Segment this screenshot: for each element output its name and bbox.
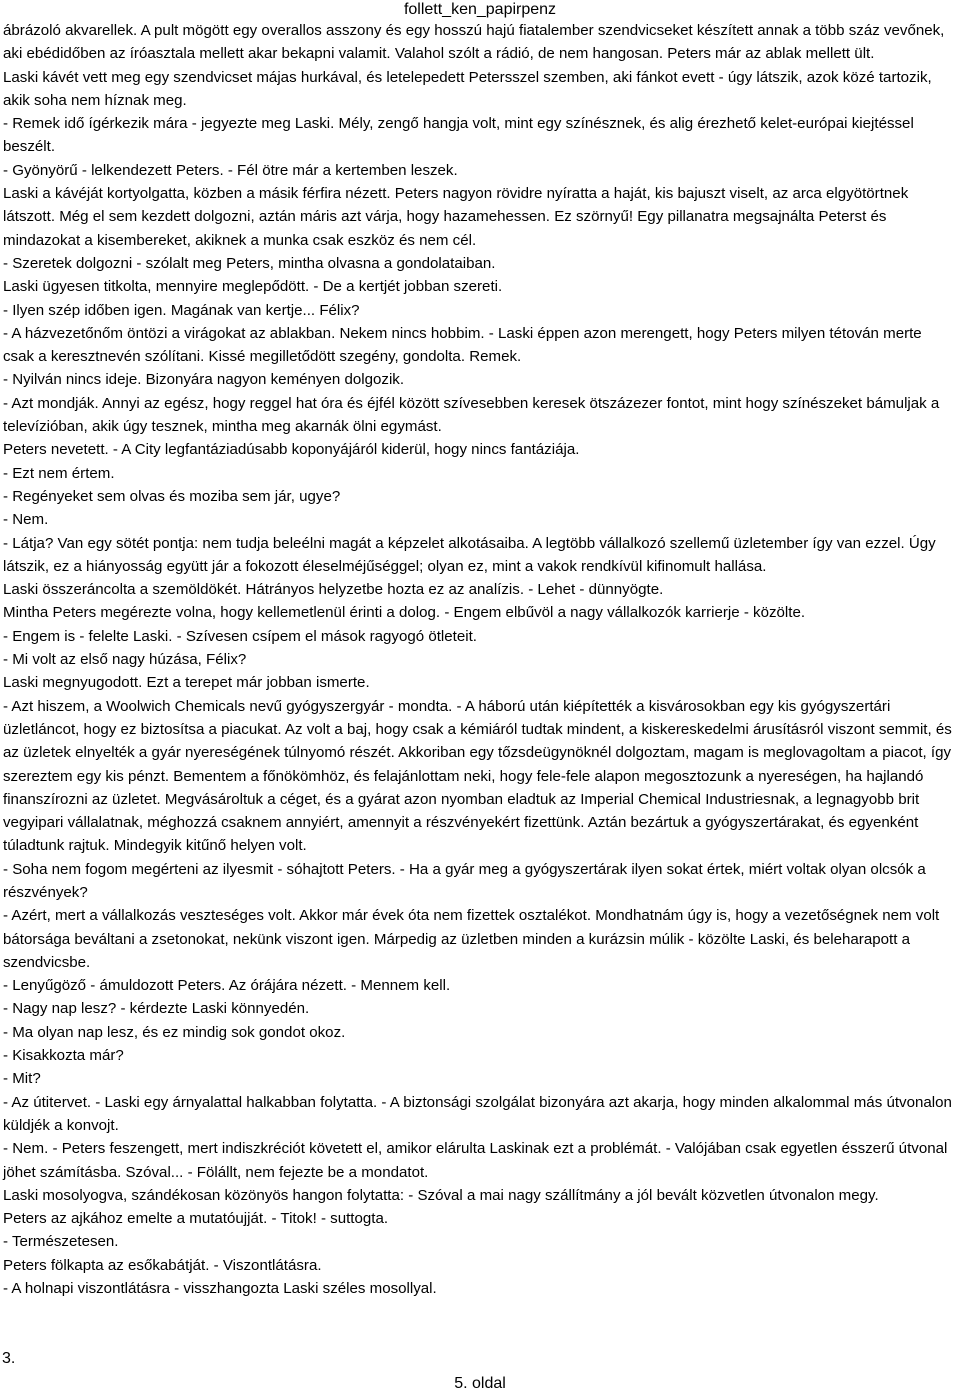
paragraph: - Azért, mert a vállalkozás veszteséges volt. Akkor már évek óta nem fizettek osztalékot. Mondhatnám úgy is, hogy a vezetőségnek nem volt bátorsága beváltani a zsetonokat, nekünk viszont igen. Márpedig az üzletben minden a kurázsin múlik - közölte Laski, és beleharapott a szendvicsbe.	[3, 907, 940, 971]
paragraph: Laski a kávéját kortyolgatta, közben a másik férfira nézett. Peters nagyon rövidre nyíratta a haját, kis bajuszt viselt, az arca elgyötörtnek látszott. Még el sem kezdett dolgozni, aztán máris azt várja, hogy hazamehessen. Ez szörnyű! Egy pillanatra megsajnálta Peterst és mindazokat a kisembereket, akiknek a munka csak eszköz és nem cél.	[3, 185, 909, 249]
paragraph: - Mi volt az első nagy húzása, Félix?	[3, 651, 247, 669]
paragraph: Peters fölkapta az esőkabátját. - Viszontlátásra.	[3, 1256, 322, 1274]
paragraph: Laski ügyesen titkolta, mennyire meglepődött. - De a kertjét jobban szereti.	[3, 278, 503, 296]
paragraph: - Természetesen.	[3, 1233, 119, 1251]
paragraph: Laski kávét vett meg egy szendvicset májas hurkával, és letelepedett Petersszel szemben, aki fánkot evett - úgy látszik, azok közé tartozik, akik soha nem híznak meg.	[3, 68, 932, 109]
paragraph: Mintha Peters megérezte volna, hogy kellemetlenül érinti a dolog. - Engem elbűvöl a nagy vállalkozók karrierje - közölte.	[3, 604, 806, 622]
paragraph: - Nem. - Peters feszengett, mert indiszkréciót követett el, amikor elárulta Laskinak ezt a problémát. - Valójában csak egyetlen ésszerű útvonal jöhet számításba. Szóval... - Fölállt, nem fejezte be a mondatot.	[3, 1140, 948, 1181]
paragraph: - A holnapi viszontlátásra - visszhangozta Laski széles mosollyal.	[3, 1280, 437, 1298]
paragraph: - Ezt nem értem.	[3, 464, 115, 482]
page-number: 5. oldal	[454, 1375, 506, 1392]
paragraph: - Regényeket sem olvas és moziba sem jár, ugye?	[3, 487, 341, 505]
paragraph: Laski mosolyogva, szándékosan közönyös hangon folytatta: - Szóval a mai nagy szállítmány a jól bevált közvetlen útvonalon megy.	[3, 1186, 879, 1204]
paragraph: - Kisakkozta már?	[3, 1047, 124, 1065]
paragraph: - Ilyen szép időben igen. Magának van kertje... Félix?	[3, 301, 360, 319]
paragraph: - Remek idő ígérkezik mára - jegyezte meg Laski. Mély, zengő hangja volt, mint egy színésznek, és alig érezhető kelet-európai kiejtéssel beszélt.	[3, 115, 914, 156]
paragraph: - Az útitervet. - Laski egy árnyalattal halkabban folytatta. - A biztonsági szolgálat bizonyára azt akarja, hogy minden alkalommal más útvonalon küldjék a konvojt.	[3, 1093, 952, 1134]
paragraph: - Nyilván nincs ideje. Bizonyára nagyon keményen dolgozik.	[3, 371, 405, 389]
paragraph: Laski összeráncolta a szemöldökét. Hátrányos helyzetbe hozta ez az analízis. - Lehet - dünnyögte.	[3, 581, 664, 599]
paragraph: - Látja? Van egy sötét pontja: nem tudja beleélni magát a képzelet alkotásaiba. A legtöbb vállalkozó szellemű üzletember így van ezzel. Úgy látszik, ez a hiányosság együtt jár a fokozott éleselméjűséggel; olyan ez, mint a vakok rendkívül kifinomult hallása.	[3, 534, 936, 575]
paragraph: ábrázoló akvarellek. A pult mögött egy overallos asszony és egy hosszú hajú fiatalember szendvicseket készített annak a több száz vevőnek, aki ebédidőben az íróasztala mellett akar bekapni valamit. Valahol szólt a rádió, de nem hangosan. Peters már az ablak mellett ült.	[3, 22, 945, 63]
paragraph: - Azt mondják. Annyi az egész, hogy reggel hat óra és éjfél között szívesebben keresek ötszázezer fontot, mint hogy színészeket bámuljak a televízióban, akik úgy tesznek, mintha meg akarnák ölni egymást.	[3, 394, 940, 436]
paragraph: Peters nevetett. - A City legfantáziadúsabb koponyájáról kiderül, hogy nincs fantáziája.	[3, 441, 580, 459]
paragraph: - Lenyűgöző - ámuldozott Peters. Az órájára nézett. - Mennem kell.	[3, 977, 451, 995]
paragraph: Peters az ajkához emelte a mutatóujját. - Titok! - suttogta.	[3, 1210, 389, 1228]
paragraph: Laski megnyugodott. Ezt a terepet már jobban ismerte.	[3, 674, 370, 692]
paragraph: - Engem is - felelte Laski. - Szívesen csípem el mások ragyogó ötleteit.	[3, 627, 477, 645]
paragraph: - Ma olyan nap lesz, és ez mindig sok gondot okoz.	[3, 1023, 346, 1041]
document-body	[3, 19, 955, 1300]
paragraph: - A házvezetőnőm öntözi a virágokat az ablakban. Nekem nincs hobbim. - Laski éppen azon merengett, hogy Peters milyen tétován merte csak a keresztnevén szólítani. Kissé megilletődött szegény, gondolta. Remek.	[3, 324, 922, 366]
page-header: follett_ken_papirpenz	[403, 1, 557, 18]
paragraph: - Gyönyörű - lelkendezett Peters. - Fél ötre már a kertemben leszek.	[3, 161, 458, 179]
paragraph: - Szeretek dolgozni - szólalt meg Peters, mintha olvasna a gondolataiban.	[3, 254, 496, 272]
paragraph: - Nagy nap lesz? - kérdezte Laski könnyedén.	[3, 1000, 310, 1018]
paragraph: - Nem.	[3, 511, 49, 529]
paragraph: - Soha nem fogom megérteni az ilyesmit - sóhajtott Peters. - Ha a gyár meg a gyógyszertárak ilyen sokat értek, miért voltak olyan olcsók a részvények?	[3, 860, 926, 901]
paragraph: - Mit?	[3, 1070, 41, 1088]
section-number: 3.	[2, 1350, 16, 1367]
paragraph: - Azt hiszem, a Woolwich Chemicals nevű gyógyszergyár - mondta. - A háború után kiépítették a kisvárosokban egy kis gyógyszertári üzletláncot, hogy ez biztosítsa a piacukat. Az volt a baj, hogy csak a kémiáról tudtak mindent, a kiskereskedelmi árusításról viszont semmit, és az üzletek elnyelték a gyár nyereségének túlnyomó részét. Akkoriban egy tőzsdeügynöknél dolgoztam, magam is meglovagoltam a piacot, így szereztem egy kis pénzt. Bementem a főnökömhöz, és felajánlottam neki, hogy fele-fele alapon megosztozunk a nyereségen, ha hajlandó finanszírozni az üzletet. Megvásároltuk a céget, és a gyárat azon nyomban eladtuk az Imperial Chemical Industriesnak, a legnagyobb brit vegyipari vállalatnak, méghozzá csaknem annyiért, amennyit a részvényekért fizettünk. Aztán bezártuk a gyógyszertárakat, és egyenként túladtunk rajtuk. Mindegyik kitűnő helyen volt.	[3, 697, 952, 855]
